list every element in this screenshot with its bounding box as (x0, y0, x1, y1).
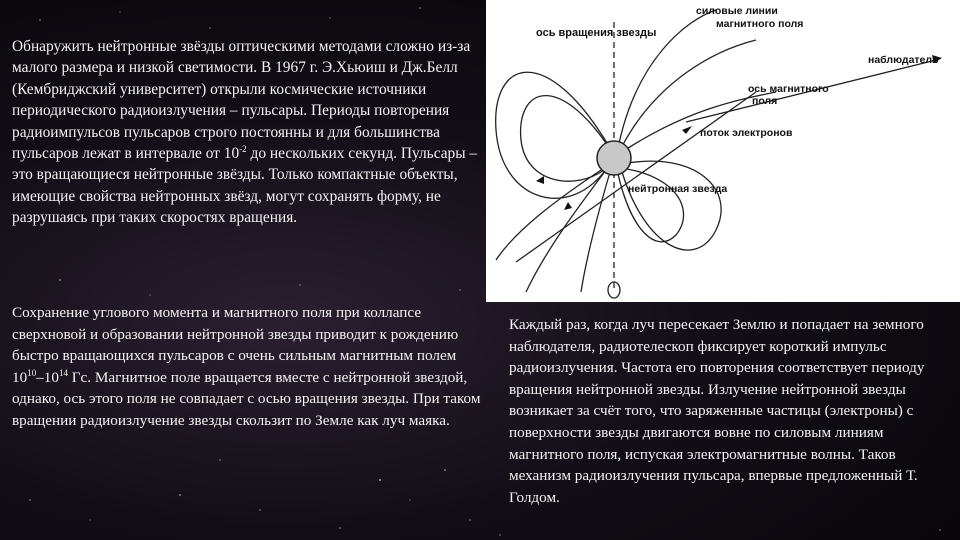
label-observer: наблюдатель (868, 54, 939, 66)
label-rotation-axis: ось вращения звезды (536, 27, 657, 39)
field-line (496, 168, 604, 260)
angular-momentum-paragraph (12, 302, 482, 432)
label-neutron-star: нейтронная звезда (628, 183, 728, 195)
label-field-lines-1: силовые линии (696, 5, 778, 17)
neutron-star (597, 141, 631, 175)
field-line (581, 172, 610, 292)
flow-arrow (682, 126, 692, 134)
label-magnetic-axis-2: поля (752, 95, 778, 107)
pulse-mechanism-paragraph (509, 314, 955, 508)
pulsar-diagram-drawing (486, 0, 960, 302)
field-line (622, 161, 721, 250)
intro-text-end: до нескольких секунд. Пульсары – это вращающиеся нейтронные звёзды. Только компактные объекты, имеющие свойства нейтронных звёзд, могут сохранять форму, не разрушаясь при таких скоростях вращения. (12, 145, 478, 227)
label-field-lines-2: магнитного поля (716, 18, 804, 30)
field-exponent-low: 10 (27, 367, 37, 378)
field-line (521, 96, 608, 182)
magnetic-axis-line (516, 92, 756, 262)
intro-exponent: -2 (239, 143, 247, 154)
field-range-dash: –10 (36, 368, 59, 386)
mechanism-text: Каждый раз, когда луч пересекает Землю и попадает на земного наблюдателя, радиотелескоп фиксирует короткий импульс радиоизлучения. Частота его повторения соответствует периоду вращения нейтронной звезды. Излучение нейтронной звезды возникает за счёт того, что заряженные частицы (электроны) с поверхности звезды двигаются вовне по силовым линиям магнитного поля, испуская электромагнитные волны. Таков механизм радиоизлучения пульсара, впервые предложенный Т. Голдом. (509, 316, 925, 506)
flow-arrow (536, 176, 544, 184)
pulsar-diagram (486, 0, 960, 302)
intro-text-start: Обнаружить нейтронные звёзды оптическими методами сложно из-за малого размера и низкой светимости. В 1967 г. Э.Хьюиш и Дж.Белл (Кембриджский университет) открыли космические источники периодического радиоизлучения – пульсары. Периоды повторения радиоимпульсов пульсаров строго постоянны и для большинства пульсаров лежат в интервале от 10 (12, 38, 471, 163)
field-exponent-high: 14 (58, 367, 68, 378)
field-line (618, 168, 684, 242)
intro-paragraph (12, 36, 482, 229)
label-magnetic-axis-1: ось магнитного (748, 83, 829, 95)
flow-arrow (564, 202, 572, 210)
label-electron-flow: поток электронов (700, 127, 793, 139)
momentum-text-end: Гс. Магнитное поле вращается вместе с нейтронной звездой, однако, ось этого поля не совпадает с осью вращения звезды. При таком вращении радиоизлучение звезды скользит по Земле как луч маяка. (12, 368, 481, 429)
momentum-text-start: Сохранение углового момента и магнитного поля при коллапсе сверхновой и образовании нейтронной звезды приводит к рождению быстро вращающихся пульсаров с очень сильным магнитным полем 10 (12, 304, 459, 386)
